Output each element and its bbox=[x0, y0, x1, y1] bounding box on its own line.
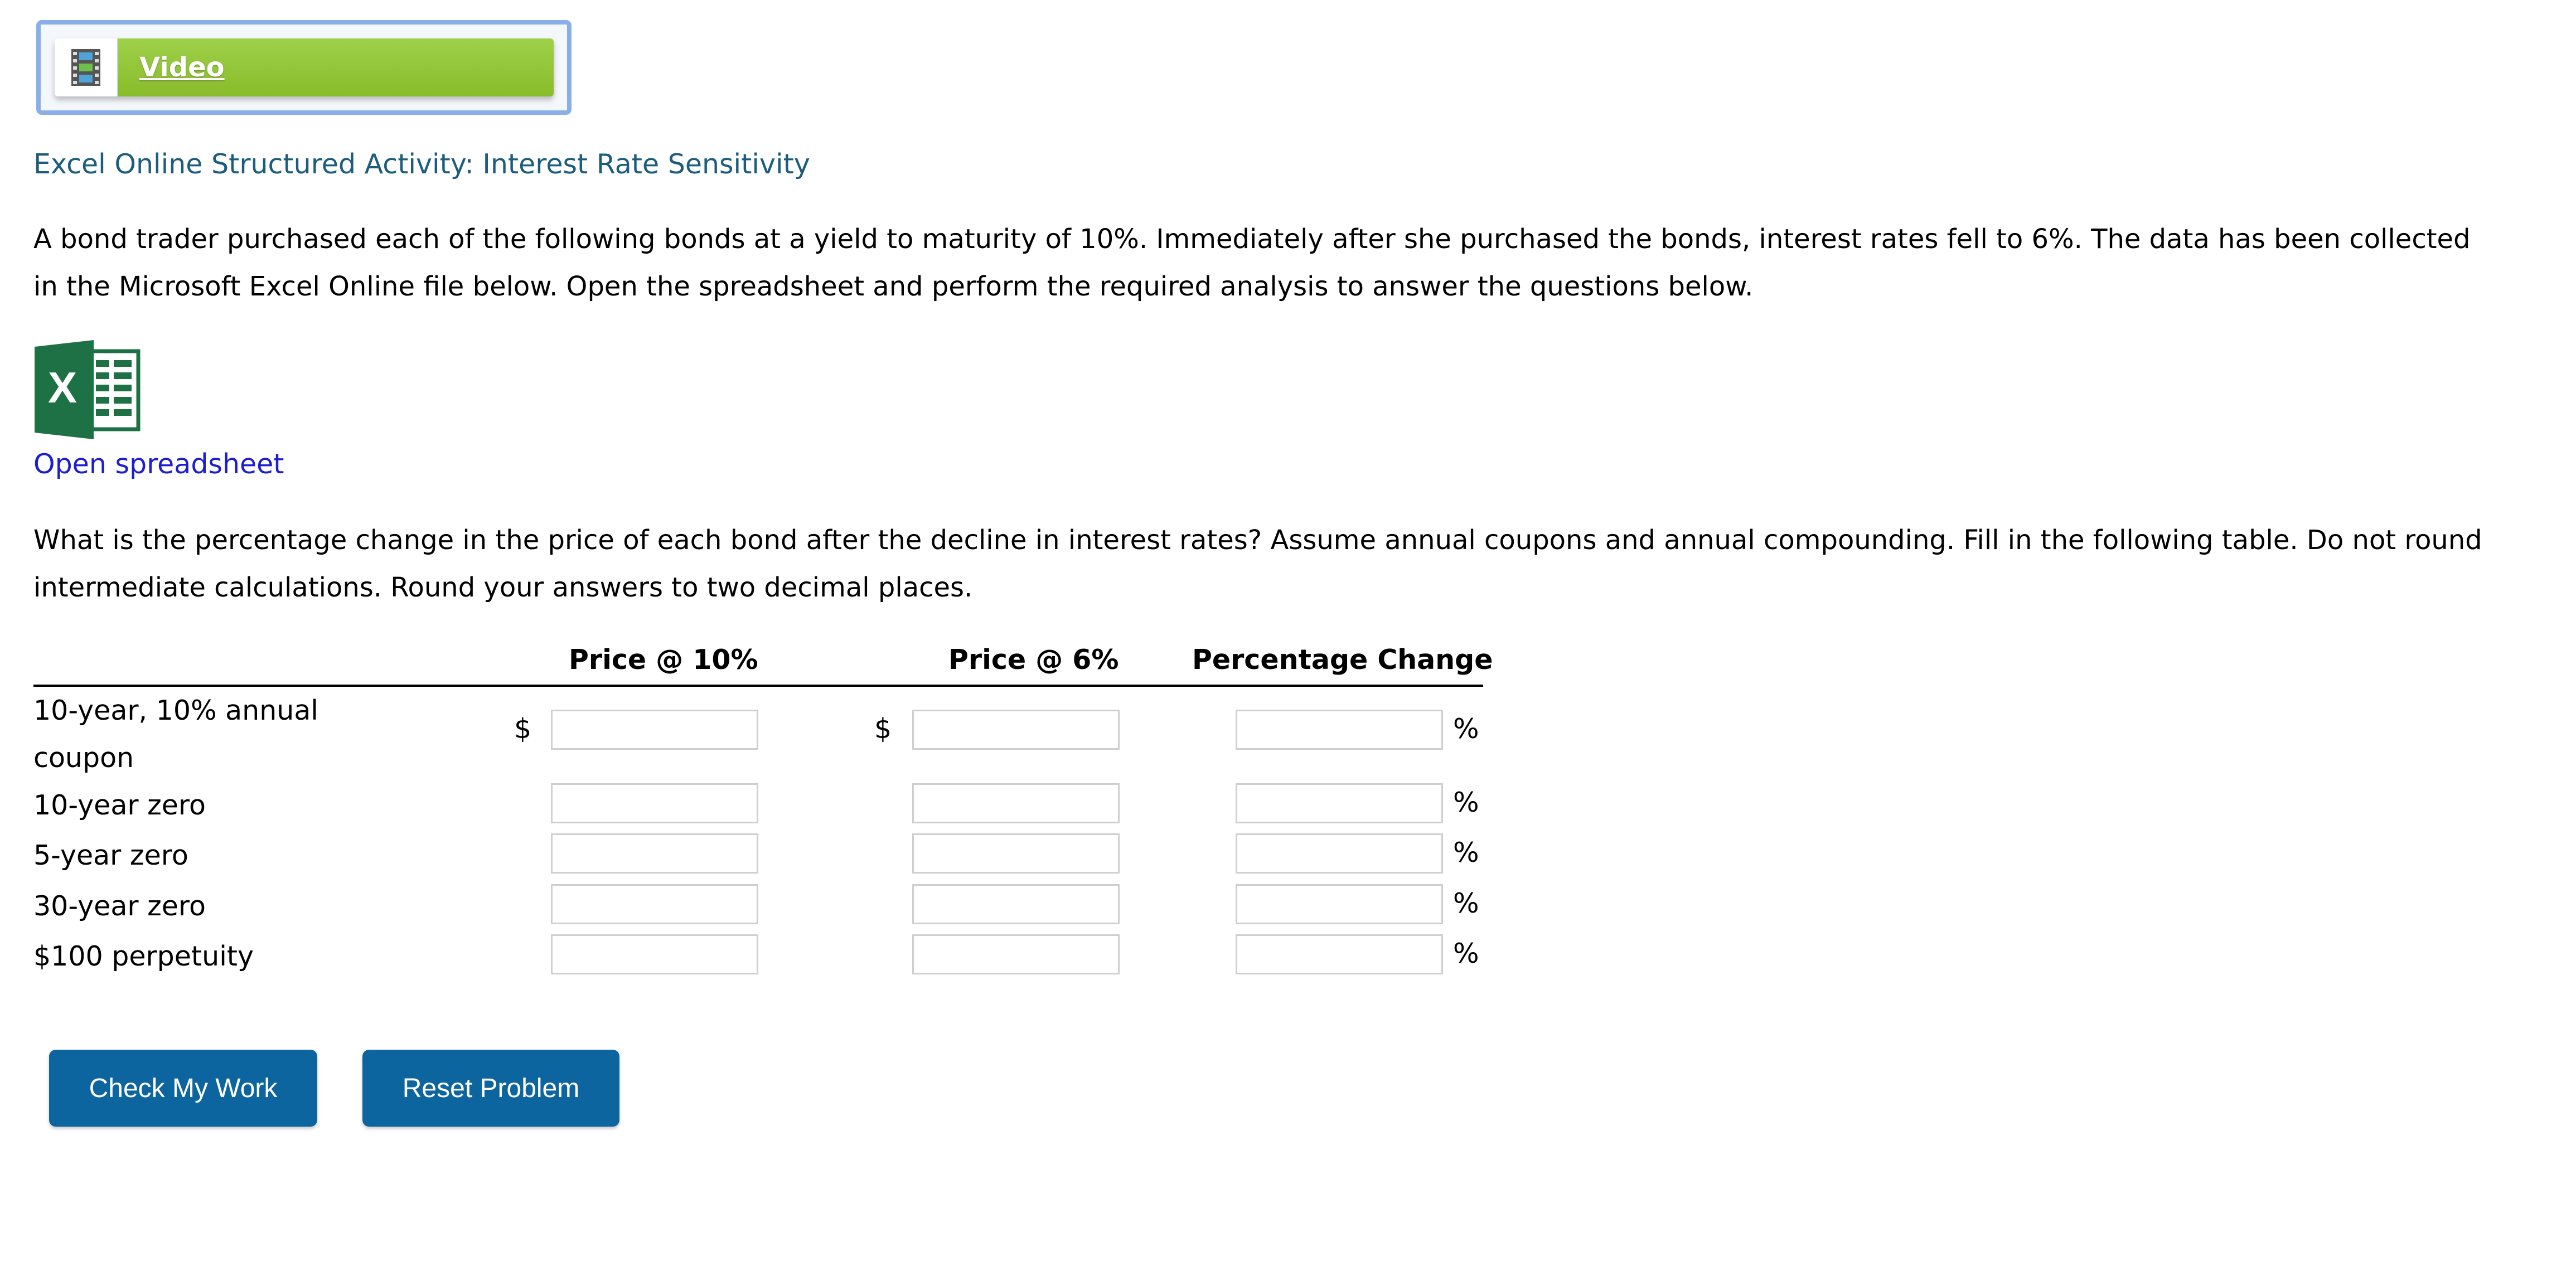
price-6-input[interactable] bbox=[912, 934, 1120, 974]
check-my-work-button[interactable]: Check My Work bbox=[49, 1050, 317, 1127]
row-label-30yr-zero: 30-year zero bbox=[33, 890, 206, 922]
film-strip-icon bbox=[55, 38, 118, 96]
pct-change-input[interactable] bbox=[1236, 833, 1443, 874]
price-10-input[interactable] bbox=[551, 934, 758, 974]
pct-change-input[interactable] bbox=[1236, 783, 1443, 823]
video-label-cell[interactable] bbox=[118, 38, 554, 96]
pct-change-input[interactable] bbox=[1236, 884, 1443, 924]
video-frame bbox=[36, 20, 572, 115]
row-label-10yr-coupon: 10-year, 10% annual coupon bbox=[33, 695, 318, 774]
open-spreadsheet-link[interactable]: Open spreadsheet bbox=[33, 448, 284, 480]
video-button[interactable] bbox=[55, 38, 554, 96]
video-label[interactable]: Video bbox=[139, 52, 225, 83]
percent-symbol: % bbox=[1453, 938, 1479, 969]
pct-change-input[interactable] bbox=[1236, 934, 1443, 974]
price-10-input[interactable] bbox=[551, 783, 758, 823]
excel-icon[interactable] bbox=[35, 340, 141, 439]
row-label-perpetuity: $100 perpetuity bbox=[33, 940, 254, 972]
header-price-6: Price @ 6% bbox=[948, 644, 1119, 676]
percent-symbol: % bbox=[1453, 713, 1479, 745]
percent-symbol: % bbox=[1453, 887, 1479, 919]
price-6-input[interactable] bbox=[912, 884, 1120, 924]
activity-title: Excel Online Structured Activity: Interest Rate Sensitivity bbox=[33, 148, 810, 180]
row-label-10yr-zero: 10-year zero bbox=[33, 789, 206, 821]
excel-icon-letter: X bbox=[47, 363, 78, 412]
currency-symbol: $ bbox=[874, 713, 892, 745]
row-label-5yr-zero: 5-year zero bbox=[33, 840, 188, 871]
currency-symbol: $ bbox=[514, 713, 532, 745]
price-6-input[interactable] bbox=[912, 710, 1120, 750]
question-text: What is the percentage change in the price of each bond after the decline in interest rates? Assume annual coupons and annual compounding. Fill in the following table. Do not round intermediate calculations. Round your answers to two decimal places. bbox=[33, 525, 2482, 603]
intro-text: A bond trader purchased each of the following bonds at a yield to maturity of 10%. Immediately after she purchased the bonds, interest rates fell to 6%. The data has been collected in the Microsoft Excel Online file below. Open the spreadsheet and perform the required analysis to answer the questions below. bbox=[33, 224, 2471, 302]
price-10-input[interactable] bbox=[551, 710, 758, 750]
reset-problem-button[interactable]: Reset Problem bbox=[362, 1050, 619, 1127]
price-10-input[interactable] bbox=[551, 833, 758, 874]
price-6-input[interactable] bbox=[912, 783, 1120, 823]
percent-symbol: % bbox=[1453, 787, 1479, 818]
price-10-input[interactable] bbox=[551, 884, 758, 924]
price-6-input[interactable] bbox=[912, 833, 1120, 874]
header-price-10: Price @ 10% bbox=[569, 644, 758, 676]
percent-symbol: % bbox=[1453, 837, 1479, 869]
header-percentage-change: Percentage Change bbox=[1192, 644, 1493, 676]
pct-change-input[interactable] bbox=[1236, 710, 1443, 750]
